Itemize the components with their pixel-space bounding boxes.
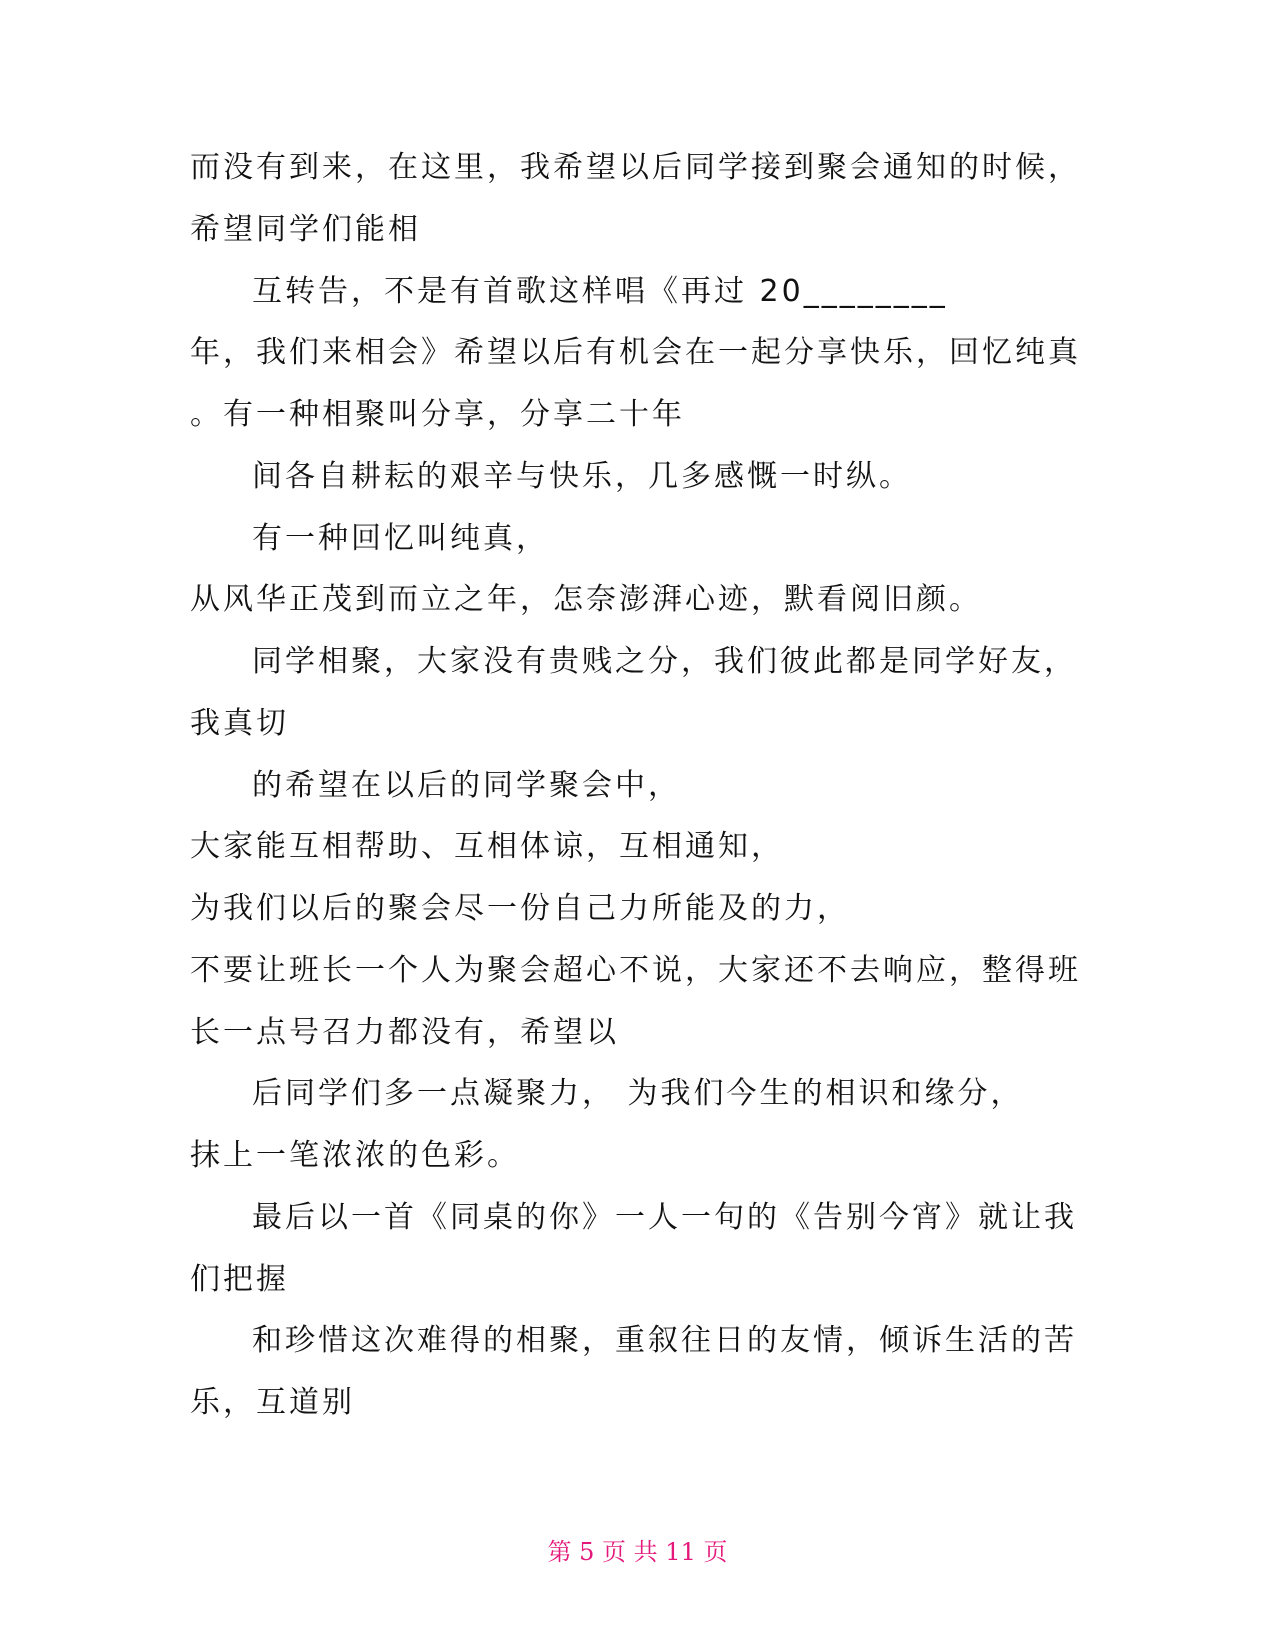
text-line-19: 们把握 [190,1262,289,1297]
text-line-2: 希望同学们能相 [190,212,421,247]
text-line-13: 为我们以后的聚会尽一份自己力所能及的力， [190,891,850,926]
text-line-14: 不要让班长一个人为聚会超心不说，大家还不去响应，整得班 [190,953,1081,988]
text-line-4: 年，我们来相会》希望以后有机会在一起分享快乐，回忆纯真 [190,335,1081,370]
text-line-6: 间各自耕耘的艰辛与快乐，几多感慨一时纵。 [252,459,912,494]
text-line-12: 大家能互相帮助、互相体谅，互相通知， [190,829,784,864]
text-line-7: 有一种回忆叫纯真， [252,521,549,556]
text-line-16: 后同学们多一点凝聚力， 为我们今生的相识和缘分， [252,1076,1024,1111]
page-number-footer: 第 5 页 共 11 页 [547,1538,728,1566]
text-line-1: 而没有到来，在这里，我希望以后同学接到聚会通知的时候， [190,150,1081,185]
text-line-11: 的希望在以后的同学聚会中， [252,768,681,803]
text-line-5: 。有一种相聚叫分享，分享二十年 [190,397,685,432]
text-line-15: 长一点号召力都没有，希望以 [190,1015,619,1050]
text-line-10: 我真切 [190,706,289,741]
text-line-21: 乐，互道别 [190,1385,355,1420]
text-line-17: 抹上一笔浓浓的色彩。 [190,1138,520,1173]
text-line-18: 最后以一首《同桌的你》一人一句的《告别今宵》就让我 [252,1200,1077,1235]
text-line-9: 同学相聚，大家没有贵贱之分，我们彼此都是同学好友， [252,644,1077,679]
text-line-3: 互转告，不是有首歌这样唱《再过 20________ [252,274,948,309]
text-line-20: 和珍惜这次难得的相聚，重叙往日的友情，倾诉生活的苦 [252,1323,1077,1358]
text-line-8: 从风华正茂到而立之年，怎奈澎湃心迹，默看阅旧颜。 [190,582,982,617]
